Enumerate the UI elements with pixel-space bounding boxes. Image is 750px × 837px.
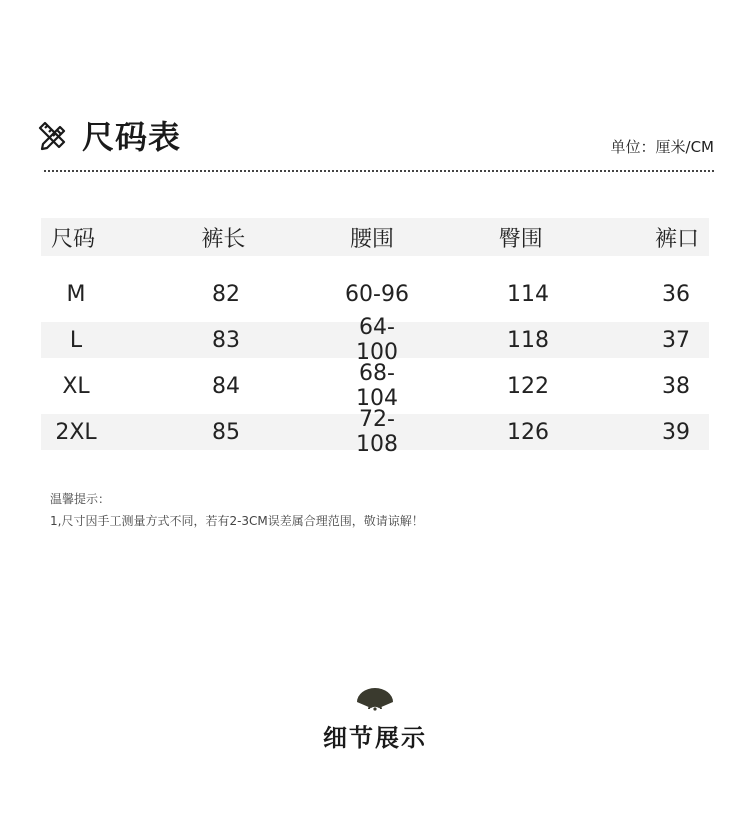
- cell-size: XL: [62, 373, 90, 399]
- cell-waist: 68-104: [356, 361, 398, 411]
- size-table: [41, 218, 709, 457]
- cell-size: L: [69, 327, 83, 353]
- cell-length: 82: [212, 281, 240, 307]
- cell-hip: 114: [507, 281, 549, 307]
- ruler-pencil-icon: [36, 119, 68, 151]
- title-block: [36, 112, 181, 158]
- table-row: [41, 266, 709, 322]
- notes: [50, 488, 424, 532]
- cell-waist: 60-96: [345, 281, 409, 307]
- detail-section-header: [0, 684, 750, 753]
- cell-leg-opening: 39: [662, 419, 690, 445]
- cell-leg-opening: 38: [662, 373, 690, 399]
- cell-waist: 72-108: [356, 407, 398, 457]
- col-header-leg-opening: 裤口: [654, 226, 699, 252]
- cell-size: 2XL: [55, 419, 97, 445]
- table-header-row: [41, 218, 709, 256]
- notes-heading: 温馨提示：: [50, 492, 111, 506]
- col-header-size: 尺码: [51, 226, 96, 252]
- cell-hip: 126: [507, 419, 549, 445]
- detail-title: 细节展示: [323, 724, 427, 752]
- cell-hip: 118: [507, 327, 549, 353]
- cell-length: 84: [212, 373, 240, 399]
- unit-label: 单位：厘米/CM: [610, 138, 714, 156]
- notes-line-1: 1,尺寸因手工测量方式不同，若有2-3CM误差属合理范围，敬请谅解！: [50, 514, 424, 528]
- cell-length: 85: [212, 419, 240, 445]
- col-header-waist: 腰围: [350, 226, 395, 252]
- col-header-length: 裤长: [201, 226, 246, 252]
- cell-leg-opening: 37: [662, 327, 690, 353]
- cell-size: M: [66, 281, 86, 307]
- cell-length: 83: [212, 327, 240, 353]
- page-title: 尺码表: [82, 118, 182, 156]
- table-row: [41, 407, 709, 457]
- col-header-hip: 臀围: [498, 226, 543, 252]
- table-row: [41, 315, 709, 365]
- table-row: [41, 358, 709, 414]
- cell-leg-opening: 36: [662, 281, 690, 307]
- cell-waist: 64-100: [356, 315, 398, 365]
- fan-icon: [355, 684, 395, 712]
- dotted-divider: [44, 170, 714, 172]
- cell-hip: 122: [507, 373, 549, 399]
